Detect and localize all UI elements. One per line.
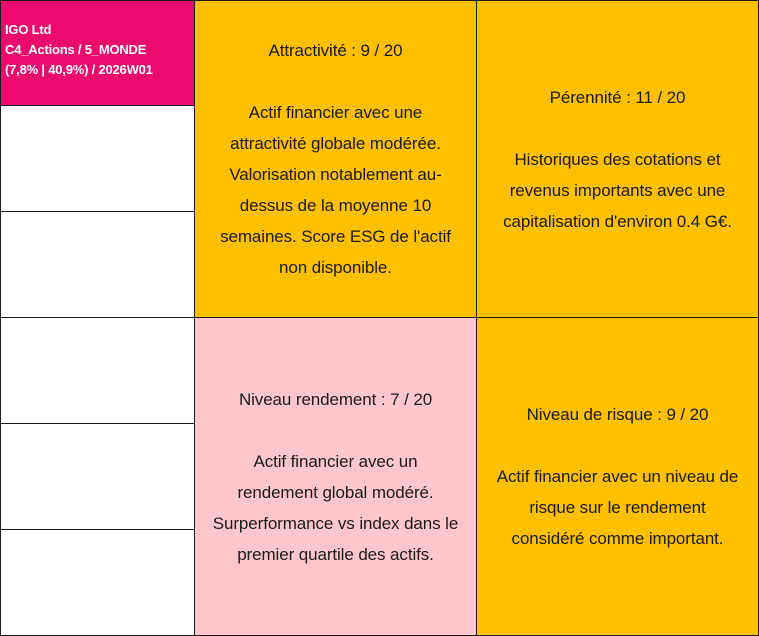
rendement-title: Niveau rendement : 7 / 20	[238, 389, 433, 409]
attractivite-title: Attractivité : 9 / 20	[268, 41, 403, 60]
rendement-card	[194, 317, 477, 636]
risque-card	[476, 317, 759, 636]
empty-cell-3	[0, 317, 195, 424]
perennite-title: Pérennité : 11 / 20	[549, 87, 686, 107]
risque-title: Niveau de risque : 9 / 20	[526, 405, 709, 424]
empty-cell-4	[0, 423, 195, 530]
asset-name: IGO Ltd	[5, 22, 52, 37]
risque-description: Actif financier avec un niveau de risque sur le rendement considéré comme important.	[496, 467, 739, 548]
asset-header	[0, 0, 195, 106]
attractivite-description: Actif financier avec une attractivité globale modérée. Valorisation notablement au- dessus de la moyenne 10 semaines. Score ESG de l'actif non disponible.	[220, 103, 451, 277]
empty-cell-2	[0, 211, 195, 318]
empty-cell-5	[0, 529, 195, 636]
asset-category: C4_Actions / 5_MONDE	[5, 42, 147, 57]
rendement-description: Actif financier avec un rendement global modéré. Surperformance vs index dans le premier quartile des actifs.	[212, 451, 459, 564]
empty-cell-1	[0, 105, 195, 212]
perennite-description: Historiques des cotations et revenus importants avec une capitalisation d'environ 0.4 G€.	[503, 149, 732, 231]
perennite-card	[476, 0, 759, 318]
asset-period: (7,8% | 40,9%) / 2026W01	[5, 62, 153, 77]
attractivite-card	[194, 0, 477, 318]
